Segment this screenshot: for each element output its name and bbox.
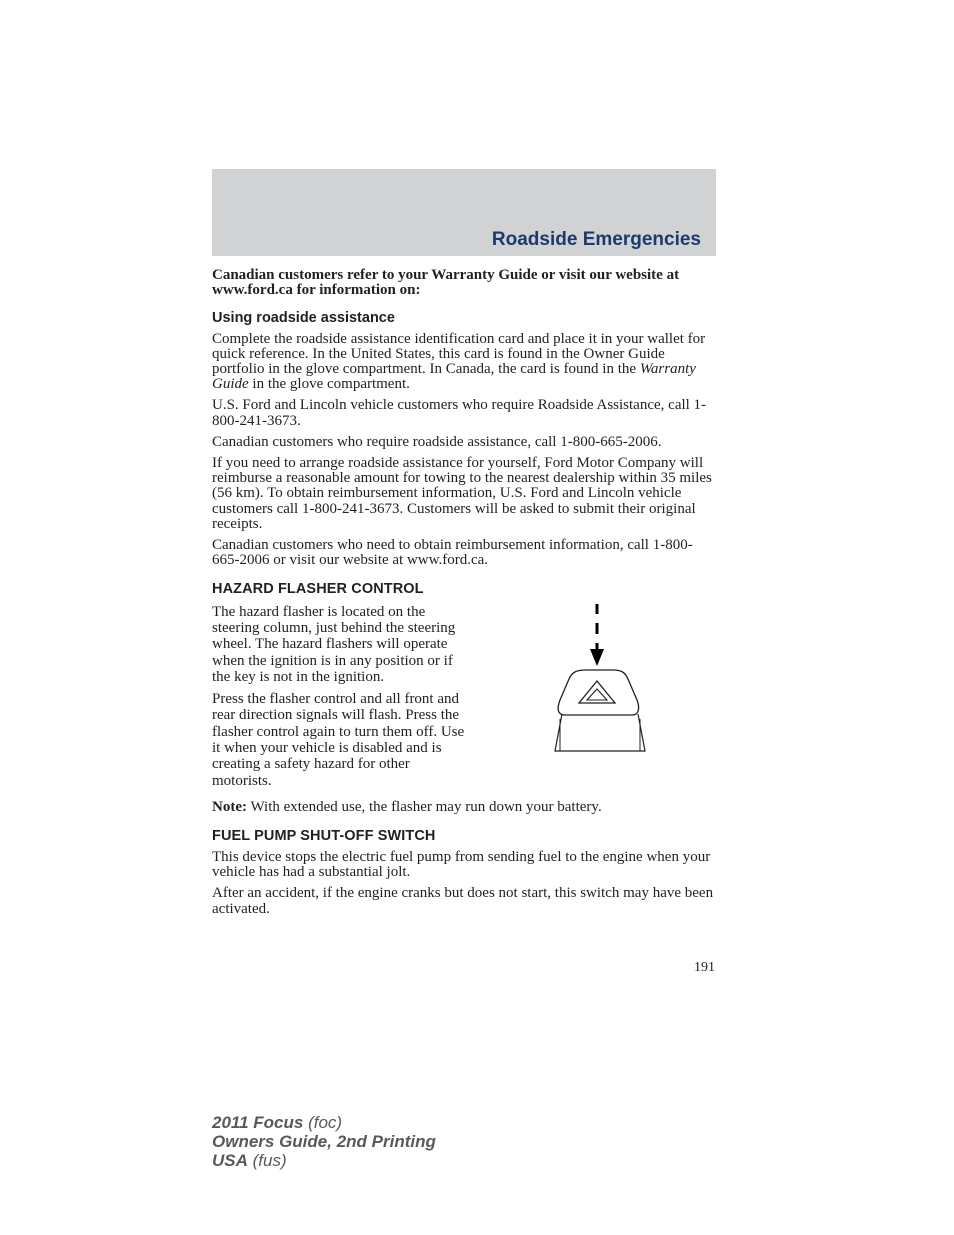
footer-model: 2011 Focus (212, 1113, 304, 1132)
fuel-pump-paragraph-2: After an accident, if the engine cranks but does not start, this switch may have been activated. (212, 885, 714, 917)
hazard-text-column (212, 604, 467, 795)
footer-line-2 (212, 1132, 436, 1151)
roadside-p1-start: Complete the roadside assistance identification card and place it in your wallet for quick reference. In the United States, this card is found in the Owner Guide portfolio in the glove compartment. In Canada, the card is found in the (212, 330, 706, 378)
roadside-paragraph-3: Canadian customers who require roadside assistance, call 1-800-665-2006. (212, 433, 662, 450)
hazard-button-illustration (467, 604, 716, 804)
page-number: 191 (694, 960, 715, 975)
hazard-switch-icon (467, 604, 716, 804)
note-text: With extended use, the flasher may run down your battery. (246, 798, 602, 815)
footer-market: USA (212, 1151, 248, 1170)
roadside-paragraph-4: If you need to arrange roadside assistance for yourself, Ford Motor Company will reimburse a reasonable amount for towing to the nearest dealership within 35 miles (56 km). To obtain reimbursement information, U.S. Ford and Lincoln vehicle customers call 1-800-241-3673. Customers will be asked to submit their original receipts. (212, 455, 712, 532)
roadside-p1-end: in the glove compartment. (248, 376, 410, 393)
footer-model-code: (foc) (303, 1113, 343, 1132)
footer-line-3 (212, 1151, 436, 1170)
intro-paragraph: Canadian customers refer to your Warranty Guide or visit our website at www.ford.ca for information on: (212, 267, 680, 299)
roadside-paragraph-5: Canadian customers who need to obtain reimbursement information, call 1-800-665-2006 or visit our website at www.ford.ca. (212, 537, 693, 569)
warranty-guide-title: Warranty Guide (212, 361, 696, 393)
hazard-paragraph-1: The hazard flasher is located on the steering column, just behind the steering wheel. The hazard flashers will operate when the ignition is in any position or if the key is not in the ignition. (212, 603, 456, 685)
page-content (212, 268, 716, 923)
fuel-pump-heading: FUEL PUMP SHUT-OFF SWITCH (212, 827, 436, 844)
roadside-paragraph-2: U.S. Ford and Lincoln vehicle customers who require Roadside Assistance, call 1-800-241-3673. (212, 397, 707, 429)
hazard-paragraph-2: Press the flasher control and all front and rear direction signals will flash. Press the flasher control again to turn them off. Use it when your vehicle is disabled and is creating a safety hazard for other motorists. (212, 691, 465, 789)
hazard-heading: HAZARD FLASHER CONTROL (212, 581, 424, 598)
roadside-heading: Using roadside assistance (212, 310, 395, 327)
section-title: Roadside Emergencies (491, 229, 701, 250)
hazard-section (212, 604, 716, 804)
fuel-pump-paragraph-1: This device stops the electric fuel pump from sending fuel to the engine when your vehicle has had a substantial jolt. (212, 849, 711, 881)
footer-market-code: (fus) (247, 1151, 287, 1170)
note-label: Note: (212, 798, 247, 815)
footer-guide-title: Owners Guide, 2nd Printing (212, 1132, 436, 1151)
footer-line-1 (212, 1113, 436, 1132)
section-header-band (212, 169, 716, 256)
document-footer (212, 1113, 436, 1170)
roadside-paragraph-1 (212, 332, 716, 393)
